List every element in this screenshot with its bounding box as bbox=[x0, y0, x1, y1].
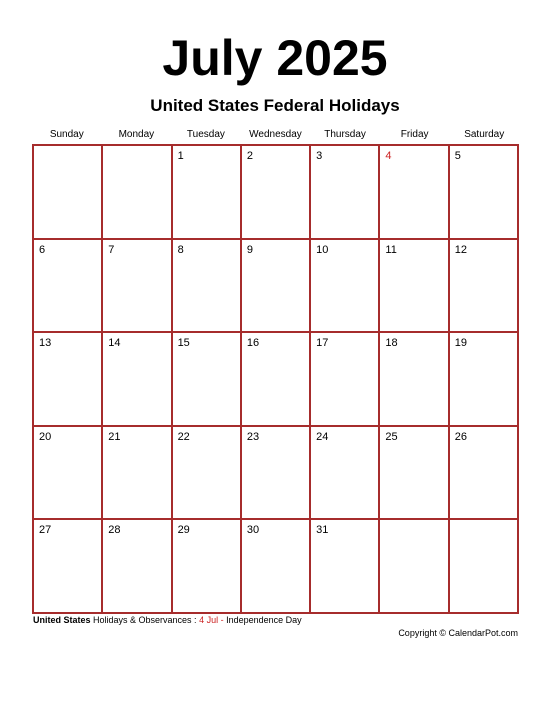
copyright-text: Copyright © CalendarPot.com bbox=[398, 628, 518, 638]
day-number: 18 bbox=[385, 337, 398, 350]
calendar-day-cell bbox=[33, 426, 102, 520]
day-number: 21 bbox=[108, 430, 121, 443]
day-number: 30 bbox=[246, 524, 260, 537]
calendar-day-cell bbox=[449, 239, 518, 333]
day-number: 26 bbox=[454, 430, 467, 443]
calendar-day-cell bbox=[172, 145, 241, 239]
weekday-wednesday: Wednesday bbox=[249, 129, 302, 140]
day-number: 22 bbox=[177, 430, 190, 443]
day-number: 10 bbox=[316, 243, 329, 256]
day-number: 6 bbox=[39, 243, 46, 256]
calendar-day-cell bbox=[102, 145, 171, 239]
calendar-day-cell bbox=[379, 519, 448, 613]
weekday-header-row bbox=[32, 128, 519, 142]
day-number: 28 bbox=[108, 524, 121, 537]
calendar-day-cell bbox=[172, 239, 241, 333]
calendar-day-cell bbox=[102, 332, 171, 426]
day-number: 14 bbox=[108, 337, 121, 350]
calendar-day-cell bbox=[310, 519, 379, 613]
weekday-friday: Friday bbox=[400, 129, 429, 140]
day-number: 11 bbox=[385, 243, 397, 256]
day-number: 23 bbox=[246, 430, 260, 443]
calendar-day-cell bbox=[449, 145, 518, 239]
day-number: 2 bbox=[246, 150, 253, 162]
calendar-day-cell bbox=[241, 332, 310, 426]
day-number: 17 bbox=[316, 337, 329, 350]
calendar-day-cell bbox=[172, 426, 241, 520]
day-number: 8 bbox=[177, 243, 184, 256]
calendar-day-cell bbox=[310, 145, 379, 239]
weekday-saturday: Saturday bbox=[464, 129, 505, 140]
day-number: 31 bbox=[316, 524, 329, 537]
calendar-day-cell bbox=[241, 239, 310, 333]
calendar-day-cell bbox=[449, 519, 518, 613]
day-number: 3 bbox=[316, 150, 323, 162]
day-number: 5 bbox=[454, 150, 461, 162]
day-number: 15 bbox=[177, 337, 190, 350]
day-number: 16 bbox=[246, 337, 260, 350]
page-title: July 2025 bbox=[162, 30, 388, 86]
calendar-day-cell bbox=[379, 239, 448, 333]
calendar-day-cell bbox=[449, 426, 518, 520]
calendar-day-cell bbox=[379, 145, 448, 239]
footer-label: Holidays & Observances : bbox=[90, 615, 200, 625]
footer-separator: - bbox=[218, 615, 227, 625]
calendar-day-cell bbox=[33, 239, 102, 333]
day-number: 4 bbox=[385, 150, 392, 162]
weekday-tuesday: Tuesday bbox=[186, 129, 225, 140]
weekday-sunday: Sunday bbox=[49, 129, 84, 140]
calendar-grid bbox=[32, 144, 519, 614]
calendar-day-cell bbox=[379, 332, 448, 426]
weekday-thursday: Thursday bbox=[324, 129, 366, 140]
calendar-day-cell bbox=[33, 519, 102, 613]
day-number: 20 bbox=[39, 430, 52, 443]
footer-holiday-name: Independence Day bbox=[226, 615, 302, 625]
day-number: 13 bbox=[39, 337, 52, 350]
day-number: 7 bbox=[108, 243, 115, 256]
day-number: 12 bbox=[454, 243, 467, 256]
calendar-day-cell bbox=[172, 519, 241, 613]
footer-country: United States bbox=[33, 615, 91, 625]
weekday-monday: Monday bbox=[118, 129, 155, 140]
calendar-day-cell bbox=[102, 426, 171, 520]
calendar-day-cell bbox=[241, 145, 310, 239]
day-number: 27 bbox=[39, 524, 52, 537]
calendar-day-cell bbox=[241, 426, 310, 520]
day-number: 9 bbox=[246, 243, 253, 256]
calendar-day-cell bbox=[172, 332, 241, 426]
day-number: 29 bbox=[177, 524, 190, 537]
calendar-day-cell bbox=[33, 332, 102, 426]
calendar-day-cell bbox=[241, 519, 310, 613]
calendar-day-cell bbox=[379, 426, 448, 520]
day-number: 1 bbox=[177, 150, 184, 162]
calendar-day-cell bbox=[310, 239, 379, 333]
footer-holiday-date: 4 Jul bbox=[199, 615, 219, 625]
page-subtitle: United States Federal Holidays bbox=[150, 96, 400, 115]
calendar-day-cell bbox=[102, 239, 171, 333]
holidays-footer bbox=[33, 614, 302, 626]
calendar-day-cell bbox=[310, 332, 379, 426]
day-number: 19 bbox=[454, 337, 467, 350]
calendar-day-cell bbox=[33, 145, 102, 239]
calendar-day-cell bbox=[449, 332, 518, 426]
day-number: 24 bbox=[316, 430, 329, 443]
calendar-day-cell bbox=[102, 519, 171, 613]
day-number: 25 bbox=[385, 430, 398, 443]
calendar-day-cell bbox=[310, 426, 379, 520]
